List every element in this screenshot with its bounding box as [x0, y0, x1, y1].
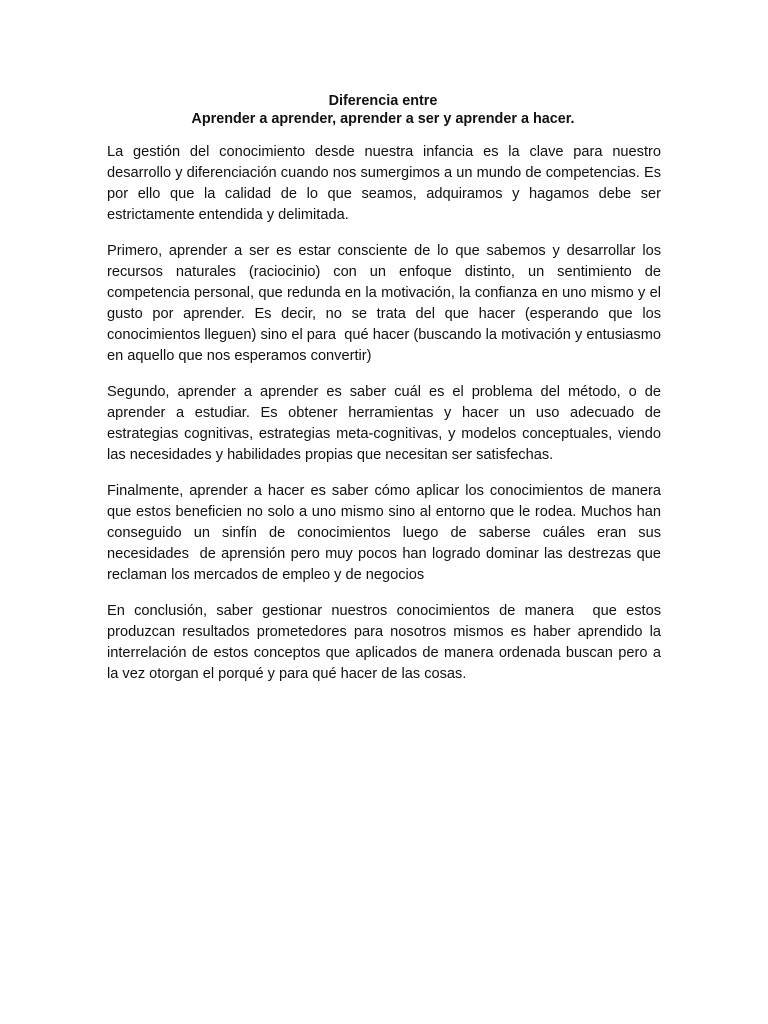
title-line-2: Aprender a aprender, aprender a ser y aprender a hacer. — [191, 111, 575, 127]
paragraph-aprender-a-aprender: Segundo, aprender a aprender es saber cuál es el problema del método, o de aprender a estudiar. Es obtener herramientas y hacer un uso adecuado de estrategias cognitivas, estrategias meta-cognitivas, y modelos conceptuales, viendo las necesidades y habilidades propias que necesitan ser satisfechas. — [107, 384, 666, 463]
title-line-1: Diferencia entre — [328, 93, 438, 109]
paragraph-aprender-a-hacer: Finalmente, aprender a hacer es saber cómo aplicar los conocimientos de manera que estos beneficien no solo a uno mismo sino al entorno que le rodea. Muchos han conseguido un sinfín de conocimientos luego de saberse cuáles eran sus necesidades de aprensión pero muy pocos han logrado dominar las destrezas que reclaman los mercados de empleo y de negocios — [107, 483, 666, 583]
paragraph-aprender-a-ser: Primero, aprender a ser es estar consciente de lo que sabemos y desarrollar los recursos naturales (raciocinio) con un enfoque distinto, un sentimiento de competencia personal, que redunda en la motivación, la confianza en uno mismo y el gusto por aprender. Es decir, no se trata del que hacer (esperando que los conocimientos lleguen) sino el para qué hacer (buscando la motivación y entusiasmo en aquello que nos esperamos convertir) — [107, 243, 666, 364]
paragraph-intro: La gestión del conocimiento desde nuestra infancia es la clave para nuestro desarrollo y diferenciación cuando nos sumergimos a un mundo de competencias. Es por ello que la calidad de lo que seamos, adquiramos y hagamos debe ser estrictamente entendida y delimitada. — [107, 144, 666, 223]
document-title — [100, 92, 666, 128]
document-body — [107, 142, 666, 700]
paragraph-conclusion: En conclusión, saber gestionar nuestros conocimientos de manera que estos produzcan resultados prometedores para nosotros mismos es haber aprendido la interrelación de estos conceptos que aplicados de manera ordenada buscan pero a la vez otorgan el porqué y para qué hacer de las cosas. — [107, 603, 666, 682]
